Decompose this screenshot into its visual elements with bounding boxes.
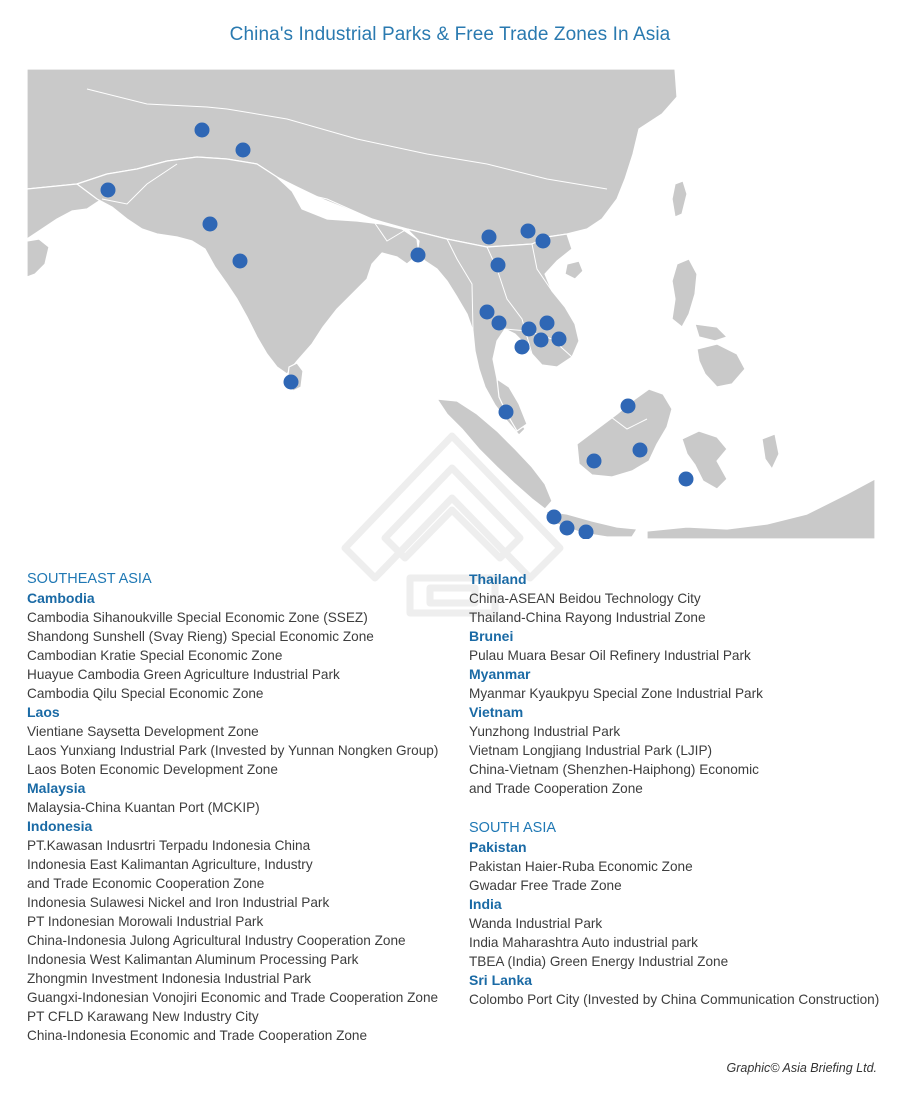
zone-item: Pulau Muara Besar Oil Refinery Industrial Park xyxy=(469,648,751,663)
zone-item: Indonesia East Kalimantan Agriculture, Industry xyxy=(27,857,313,872)
landmass-taiwan xyxy=(672,181,687,217)
zone-marker[interactable] xyxy=(633,443,648,458)
country-heading-sri-lanka: Sri Lanka xyxy=(469,972,533,988)
zone-item: Myanmar Kyaukpyu Special Zone Industrial Park xyxy=(469,686,763,701)
country-heading-indonesia: Indonesia xyxy=(27,818,93,834)
zone-item: and Trade Cooperation Zone xyxy=(469,781,643,796)
zone-marker[interactable] xyxy=(284,375,299,390)
zone-item: Huayue Cambodia Green Agriculture Industrial Park xyxy=(27,667,340,682)
zone-marker[interactable] xyxy=(534,333,549,348)
zone-item: China-Indonesia Julong Agricultural Industry Cooperation Zone xyxy=(27,933,406,948)
zone-item: Colombo Port City (Invested by China Communication Construction) xyxy=(469,992,880,1007)
country-heading-thailand: Thailand xyxy=(469,571,527,587)
zone-item: India Maharashtra Auto industrial park xyxy=(469,935,698,950)
zone-item: China-Indonesia Economic and Trade Cooperation Zone xyxy=(27,1028,368,1043)
country-heading-myanmar: Myanmar xyxy=(469,666,531,682)
zone-item: Vietnam Longjiang Industrial Park (LJIP) xyxy=(469,743,713,758)
zone-item: Laos Boten Economic Development Zone xyxy=(27,762,278,777)
zone-item: and Trade Economic Cooperation Zone xyxy=(27,876,265,891)
zone-marker[interactable] xyxy=(101,183,116,198)
zone-item: Pakistan Haier-Ruba Economic Zone xyxy=(469,859,693,874)
zone-item: Laos Yunxiang Industrial Park (Invested by Yunnan Nongken Group) xyxy=(27,743,439,758)
zone-marker[interactable] xyxy=(195,123,210,138)
zone-item: Indonesia Sulawesi Nickel and Iron Industrial Park xyxy=(27,895,330,910)
zone-item: China-ASEAN Beidou Technology City xyxy=(469,591,701,606)
zone-marker[interactable] xyxy=(480,305,495,320)
zone-marker[interactable] xyxy=(411,248,426,263)
region-heading-south-asia: SOUTH ASIA xyxy=(469,820,557,836)
zone-marker[interactable] xyxy=(587,454,602,469)
zone-item: Zhongmin Investment Indonesia Industrial Park xyxy=(27,971,312,986)
zone-item: Wanda Industrial Park xyxy=(469,916,603,931)
zone-marker[interactable] xyxy=(521,224,536,239)
zone-item: Malaysia-China Kuantan Port (MCKIP) xyxy=(27,800,260,815)
landmass-visayas xyxy=(695,324,727,341)
country-heading-brunei: Brunei xyxy=(469,628,514,644)
landmass-maluku xyxy=(762,434,779,469)
country-heading-malaysia: Malaysia xyxy=(27,780,86,796)
zone-item: PT Indonesian Morowali Industrial Park xyxy=(27,914,264,929)
zone-marker[interactable] xyxy=(499,405,514,420)
zone-item: PT.Kawasan Indusrtri Terpadu Indonesia China xyxy=(27,838,311,853)
zone-marker[interactable] xyxy=(492,316,507,331)
country-heading-india: India xyxy=(469,896,502,912)
zone-item: Thailand-China Rayong Industrial Zone xyxy=(469,610,706,625)
landmass-arabia-south xyxy=(27,239,49,277)
zone-item: Cambodian Kratie Special Economic Zone xyxy=(27,648,283,663)
landmass-east-islands xyxy=(647,479,875,539)
country-heading-vietnam: Vietnam xyxy=(469,704,524,720)
graphic-credit: Graphic© Asia Briefing Ltd. xyxy=(726,1061,877,1075)
zone-item: Vientiane Saysetta Development Zone xyxy=(27,724,259,739)
zone-marker[interactable] xyxy=(540,316,555,331)
zone-marker[interactable] xyxy=(522,322,537,337)
landmass-mindanao xyxy=(697,344,745,387)
zone-item: Gwadar Free Trade Zone xyxy=(469,878,622,893)
zone-item: Guangxi-Indonesian Vonojiri Economic and Trade Cooperation Zone xyxy=(27,990,439,1005)
zone-marker[interactable] xyxy=(203,217,218,232)
zone-marker[interactable] xyxy=(621,399,636,414)
southeast-asia-left-column xyxy=(27,570,438,1045)
landmass-luzon xyxy=(672,259,697,327)
zone-marker[interactable] xyxy=(233,254,248,269)
southeast-and-south-asia-right-column xyxy=(469,570,879,1009)
zone-marker[interactable] xyxy=(579,525,594,540)
zone-marker[interactable] xyxy=(491,258,506,273)
zone-marker[interactable] xyxy=(236,143,251,158)
map-title: China's Industrial Parks & Free Trade Zones In Asia xyxy=(229,24,671,45)
landmass-hainan xyxy=(565,261,583,279)
section-spacer xyxy=(469,798,879,819)
zone-item: TBEA (India) Green Energy Industrial Zone xyxy=(469,954,729,969)
zone-marker[interactable] xyxy=(515,340,530,355)
country-heading-pakistan: Pakistan xyxy=(469,839,527,855)
country-heading-laos: Laos xyxy=(27,704,60,720)
zone-marker[interactable] xyxy=(536,234,551,249)
zone-item: Cambodia Qilu Special Economic Zone xyxy=(27,686,264,701)
region-heading-southeast-asia: SOUTHEAST ASIA xyxy=(27,571,152,587)
zone-item: Indonesia West Kalimantan Aluminum Processing Park xyxy=(27,952,359,967)
zone-item: Yunzhong Industrial Park xyxy=(469,724,621,739)
zone-item: Shandong Sunshell (Svay Rieng) Special Economic Zone xyxy=(27,629,374,644)
zone-item: PT CFLD Karawang New Industry City xyxy=(27,1009,259,1024)
zone-marker[interactable] xyxy=(552,332,567,347)
zone-marker[interactable] xyxy=(482,230,497,245)
zone-item: Cambodia Sihanoukville Special Economic Zone (SSEZ) xyxy=(27,610,368,625)
zone-marker[interactable] xyxy=(679,472,694,487)
zone-item: China-Vietnam (Shenzhen-Haiphong) Economic xyxy=(469,762,759,777)
country-heading-cambodia: Cambodia xyxy=(27,590,95,606)
